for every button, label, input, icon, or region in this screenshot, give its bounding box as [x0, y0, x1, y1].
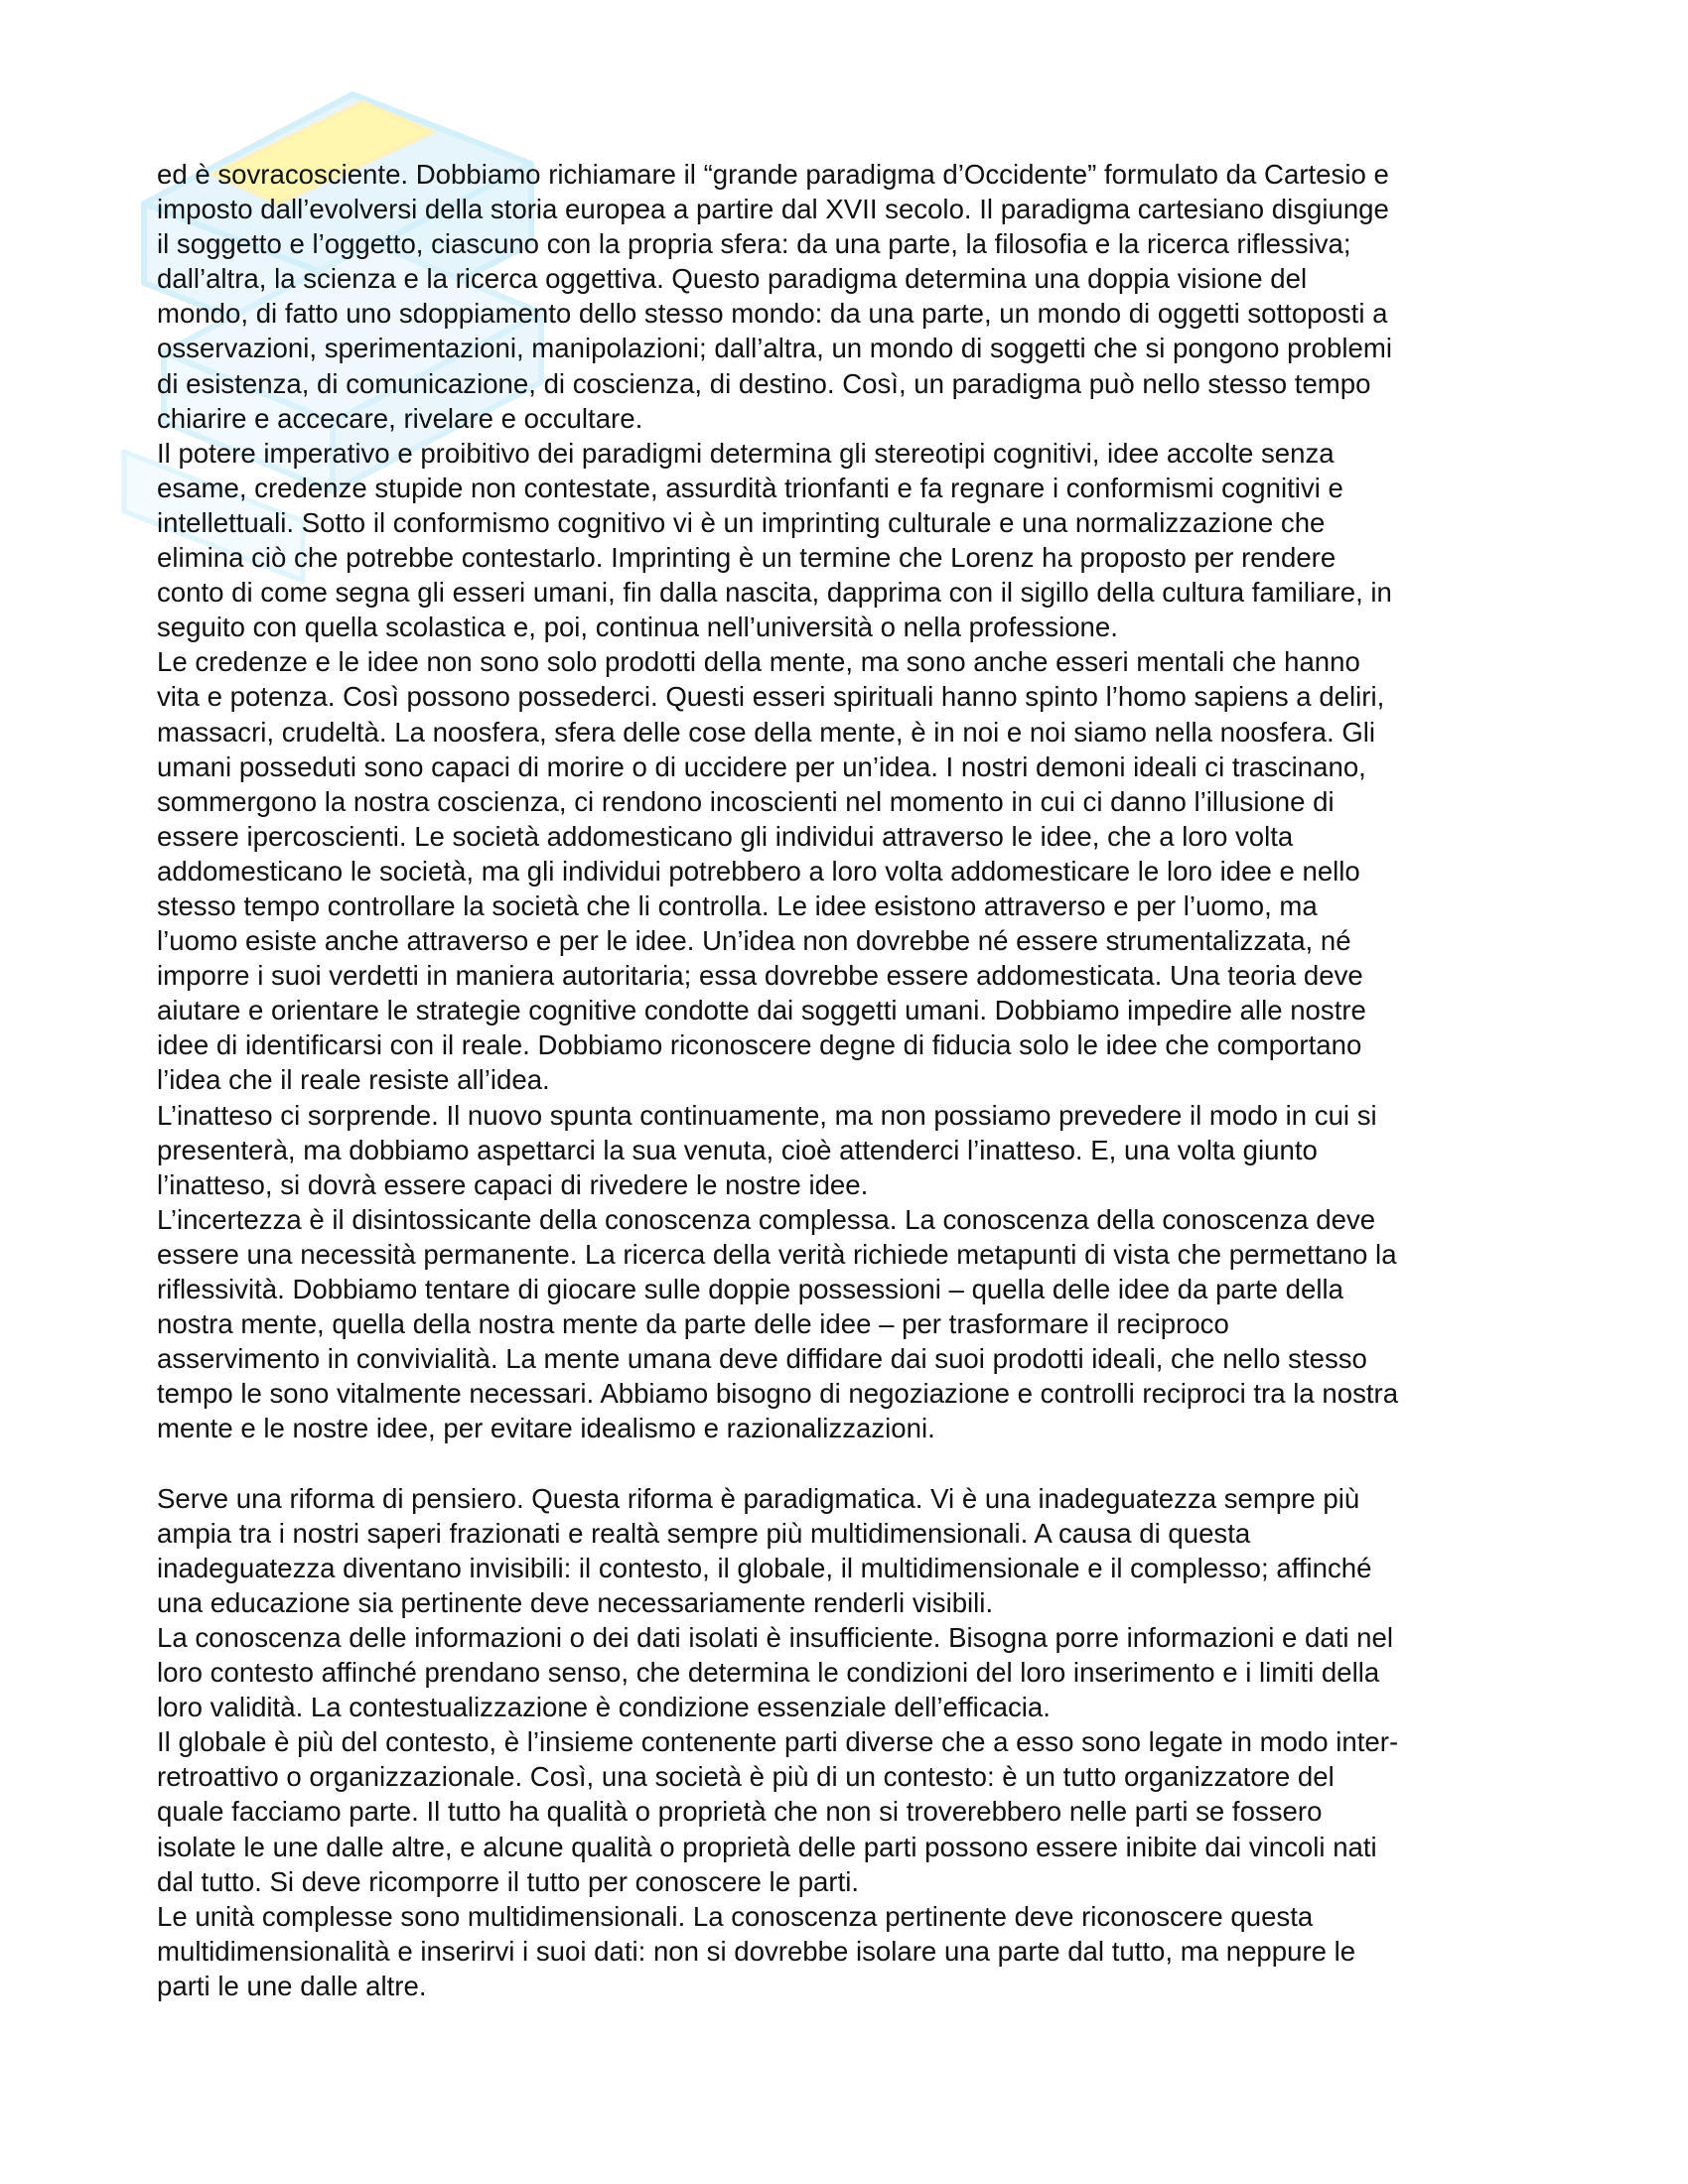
text-line: ampia tra i nostri saperi frazionati e realtà sempre più multidimensionali. A causa di questa [157, 1517, 1251, 1549]
text-line: multidimensionalità e inserirvi i suoi dati: non si dovrebbe isolare una parte dal tutto, ma neppure le [157, 1935, 1356, 1967]
text-line: idee di identificarsi con il reale. Dobbiamo riconoscere degne di fiducia solo le idee che comportano [157, 1029, 1362, 1061]
text-line: loro validità. La contestualizzazione è condizione essenziale dell’efficacia. [157, 1692, 1051, 1723]
text-line: conto di come segna gli esseri umani, fin dalla nascita, dapprima con il sigillo della cultura familiare, in [157, 577, 1392, 609]
paragraph [157, 1481, 1537, 1620]
text-line: imporre i suoi verdetti in maniera autoritaria; essa dovrebbe essere addomesticata. Una teoria deve [157, 960, 1363, 992]
text-line: l’uomo esiste anche attraverso e per le idee. Un’idea non dovrebbe né essere strumentalizzata, né [157, 925, 1351, 957]
text-line: mente e le nostre idee, per evitare idealismo e razionalizzazioni. [157, 1413, 935, 1444]
text-line: di esistenza, di comunicazione, di coscienza, di destino. Così, un paradigma può nello stesso tempo [157, 367, 1371, 399]
text-line: mondo, di fatto uno sdoppiamento dello stesso mondo: da una parte, un mondo di oggetti sottoposti a [157, 298, 1388, 330]
paragraph [157, 1724, 1537, 1898]
text-line: retroattivo o organizzazionale. Così, una società è più di un contesto: è un tutto organizzatore del [157, 1761, 1335, 1793]
paragraph [157, 1098, 1537, 1202]
text-line: dall’altra, la scienza e la ricerca oggettiva. Questo paradigma determina una doppia visione del [157, 263, 1308, 295]
text-line: vita e potenza. Così possono possederci. Questi esseri spirituali hanno spinto l’homo sapiens a deliri, [157, 681, 1385, 713]
text-line: ed è sovracosciente. Dobbiamo richiamare il “grande paradigma d’Occidente” formulato da Cartesio e [157, 159, 1389, 190]
text-line: esame, credenze stupide non contestate, assurdità trionfanti e fa regnare i conformismi cognitivi e [157, 472, 1343, 503]
text-line: intellettuali. Sotto il conformismo cognitivo vi è un imprinting culturale e una normalizzazione che [157, 506, 1326, 538]
text-line: dal tutto. Si deve ricomporre il tutto per conoscere le parti. [157, 1865, 860, 1897]
text-line: nostra mente, quella della nostra mente da parte delle idee – per trasformare il reciproco [157, 1308, 1229, 1340]
text-line: L’incertezza è il disintossicante della conoscenza complessa. La conoscenza della conoscenza deve [157, 1203, 1376, 1235]
text-line: umani posseduti sono capaci di morire o di uccidere per un’idea. I nostri demoni ideali ci trascinano, [157, 751, 1366, 782]
text-line: L’inatteso ci sorprende. Il nuovo spunta continuamente, ma non possiamo prevedere il modo in cui si [157, 1099, 1377, 1131]
document-body [157, 157, 1537, 2003]
text-line: parti le une dalle altre. [157, 1970, 427, 2001]
text-line: quale facciamo parte. Il tutto ha qualità o proprietà che non si troverebbero nelle parti se fossero [157, 1796, 1323, 1828]
text-line: aiutare e orientare le strategie cognitive condotte dai soggetti umani. Dobbiamo impedire alle nostre [157, 995, 1366, 1026]
text-line: imposto dall’evolversi della storia europea a partire dal XVII secolo. Il paradigma cartesiano disgiunge [157, 194, 1389, 225]
text-line: seguito con quella scolastica e, poi, continua nell’università o nella professione. [157, 612, 1118, 643]
paragraph [157, 436, 1537, 645]
text-line: Serve una riforma di pensiero. Questa riforma è paradigmatica. Vi è una inadeguatezza sempre più [157, 1482, 1360, 1514]
text-line: loro contesto affinché prendano senso, che determina le condizioni del loro inserimento e i limiti della [157, 1657, 1380, 1689]
text-line: l’idea che il reale resiste all’idea. [157, 1064, 550, 1096]
text-line: La conoscenza delle informazioni o dei dati isolati è insufficiente. Bisogna porre informazioni e dati nel [157, 1621, 1394, 1653]
text-line: Il globale è più del contesto, è l’insieme contenente parti diverse che a esso sono legate in modo inter- [157, 1726, 1399, 1758]
text-line: massacri, crudeltà. La noosfera, sfera delle cose della mente, è in noi e noi siamo nella noosfera. Gli [157, 716, 1376, 748]
text-line: l’inatteso, si dovrà essere capaci di rivedere le nostre idee. [157, 1168, 869, 1200]
text-line: essere ipercoscienti. Le società addomesticano gli individui attraverso le idee, che a loro volta [157, 820, 1294, 852]
text-line: chiarire e accecare, rivelare e occultare. [157, 402, 643, 434]
text-line: essere una necessità permanente. La ricerca della verità richiede metapunti di vista che permettano la [157, 1238, 1397, 1270]
paragraph [157, 1202, 1537, 1446]
text-line: asservimento in convivialità. La mente umana deve diffidare dai suoi prodotti ideali, che nello stesso [157, 1343, 1367, 1375]
text-line: stesso tempo controllare la società che li controlla. Le idee esistono attraverso e per l’uomo, ma [157, 889, 1318, 921]
paragraph [157, 157, 1537, 436]
text-line: inadeguatezza diventano invisibili: il contesto, il globale, il multidimensionale e il complesso; affinché [157, 1552, 1372, 1583]
paragraph-gap [157, 1445, 1537, 1480]
text-line: una educazione sia pertinente deve necessariamente renderli visibili. [157, 1586, 994, 1618]
text-line: il soggetto e l’oggetto, ciascuno con la propria sfera: da una parte, la filosofia e la ricerca riflessiva; [157, 228, 1351, 260]
paragraph [157, 1899, 1537, 2003]
text-line: Le unità complesse sono multidimensionali. La conoscenza pertinente deve riconoscere questa [157, 1900, 1314, 1932]
text-line: Il potere imperativo e proibitivo dei paradigmi determina gli stereotipi cognitivi, idee accolte senza [157, 437, 1335, 469]
text-line: isolate le une dalle altre, e alcune qualità o proprietà delle parti possono essere inibite dai vincoli nati [157, 1831, 1377, 1862]
text-line: addomesticano le società, ma gli individui potrebbero a loro volta addomesticare le loro idee e nello [157, 855, 1360, 887]
text-line: tempo le sono vitalmente necessari. Abbiamo bisogno di negoziazione e controlli reciproci tra la nostra [157, 1378, 1399, 1410]
paragraph [157, 644, 1537, 1097]
text-line: riflessività. Dobbiamo tentare di giocare sulle doppie possessioni – quella delle idee da parte della [157, 1274, 1343, 1304]
text-line: elimina ciò che potrebbe contestarlo. Imprinting è un termine che Lorenz ha proposto per rendere [157, 542, 1336, 574]
paragraph [157, 1620, 1537, 1724]
text-line: sommergono la nostra coscienza, ci rendono incoscienti nel momento in cui ci danno l’illusione di [157, 785, 1335, 817]
text-line: Le credenze e le idee non sono solo prodotti della mente, ma sono anche esseri mentali che hanno [157, 646, 1360, 678]
text-line: presenterà, ma dobbiamo aspettarci la sua venuta, cioè attenderci l’inatteso. E, una volta giunto [157, 1134, 1318, 1165]
text-line: osservazioni, sperimentazioni, manipolazioni; dall’altra, un mondo di soggetti che si pongono problemi [157, 333, 1392, 364]
